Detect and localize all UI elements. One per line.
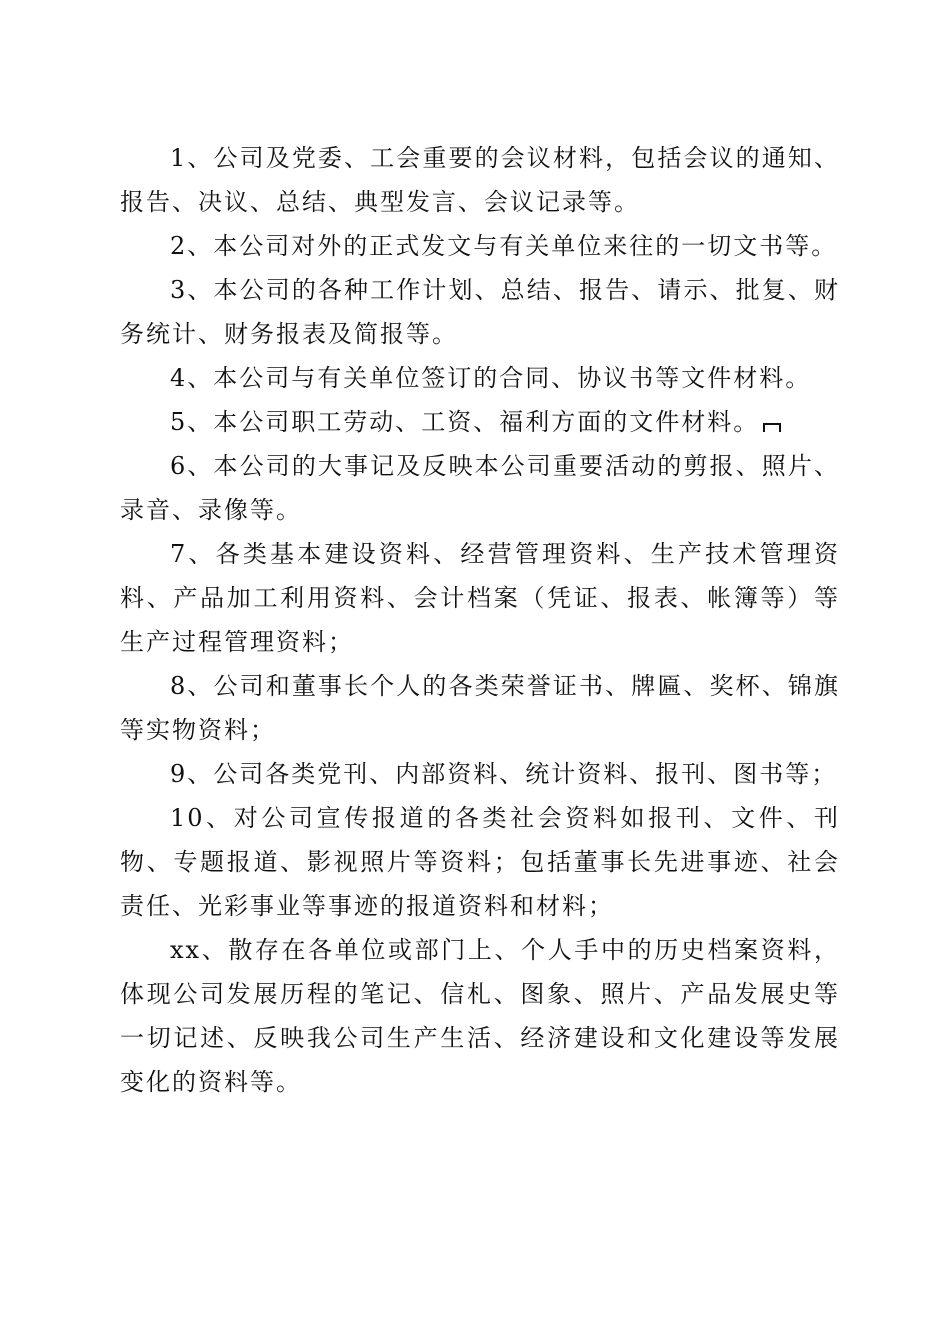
- paragraph-4: [120, 356, 840, 400]
- paragraph-11-text: xx、散存在各单位或部门上、个人手中的历史档案资料，体现公司发展历程的笔记、信札、图象、照片、产品发展史等一切记述、反映我公司生产生活、经济建设和文化建设等发展变化的资料等。: [120, 936, 840, 1096]
- paragraph-9: [120, 752, 840, 796]
- paragraph-2-text: 2、本公司对外的正式发文与有关单位来往的一切文书等。: [170, 232, 838, 260]
- paragraph-1: [120, 136, 840, 224]
- paragraph-7-text: 7、各类基本建设资料、经营管理资料、生产技术管理资料、产品加工利用资料、会计档案（凭证、报表、帐簿等）等生产过程管理资料；: [120, 540, 840, 656]
- paragraph-11: [120, 928, 840, 1104]
- paragraph-8: [120, 664, 840, 752]
- paragraph-9-text: 9、公司各类党刊、内部资料、统计资料、报刊、图书等；: [170, 760, 838, 788]
- paragraph-10: [120, 796, 840, 928]
- editing-mark-icon: [763, 423, 781, 432]
- paragraph-6-text: 6、本公司的大事记及反映本公司重要活动的剪报、照片、录音、录像等。: [120, 452, 840, 524]
- paragraph-1-text: 1、公司及党委、工会重要的会议材料，包括会议的通知、报告、决议、总结、典型发言、会议记录等。: [120, 144, 840, 216]
- paragraph-3: [120, 268, 840, 356]
- paragraph-10-text: 10、对公司宣传报道的各类社会资料如报刊、文件、刊物、专题报道、影视照片等资料；包括董事长先进事迹、社会责任、光彩事业等事迹的报道资料和材料；: [120, 804, 840, 920]
- paragraph-3-text: 3、本公司的各种工作计划、总结、报告、请示、批复、财务统计、财务报表及简报等。: [120, 276, 840, 348]
- paragraph-5: [120, 400, 840, 444]
- paragraph-7: [120, 532, 840, 664]
- paragraph-6: [120, 444, 840, 532]
- paragraph-5-text: 5、本公司职工劳动、工资、福利方面的文件材料。: [170, 408, 760, 436]
- paragraph-8-text: 8、公司和董事长个人的各类荣誉证书、牌匾、奖杯、锦旗等实物资料；: [120, 672, 840, 744]
- paragraph-2: [120, 224, 840, 268]
- paragraph-4-text: 4、本公司与有关单位签订的合同、协议书等文件材料。: [170, 364, 812, 392]
- document-body: [120, 136, 840, 1104]
